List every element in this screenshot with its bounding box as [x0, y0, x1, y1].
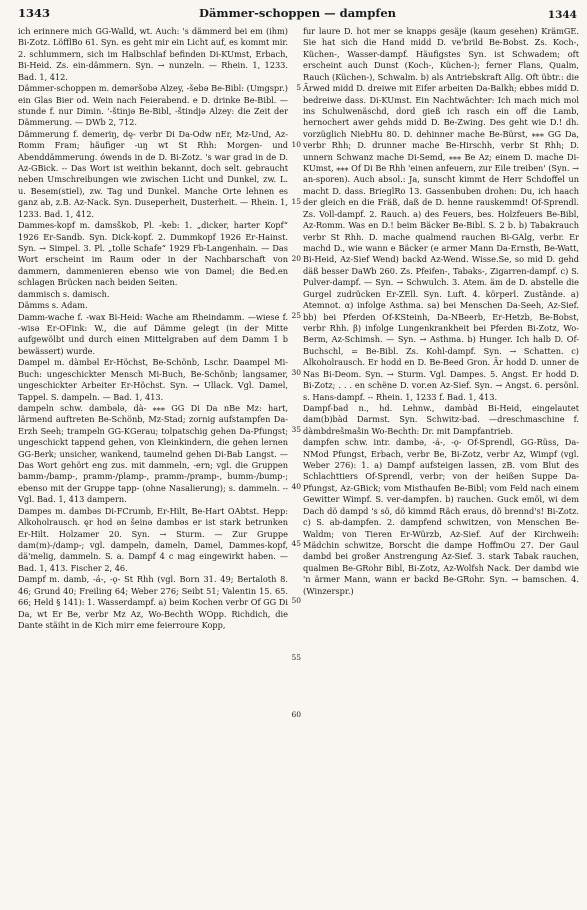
- dictionary-entry: Dammes-kopf m. damsškob, Pl. -keb: 1. „dicker, harter Kopf“ 1926 Er-Sandb. Syn. Dick-kopf. 2. Dummkopf 1926 Er-Hainst. Syn. → Simpel. 3. Pl. „tolle Schafe“ 1929 Fb-Langenhain. — Das Wort erscheint im Raum oder in der Nachbarschaft von dammern, dammenieren ebenso wie von Damel; die Bed.en schlagen Brücken nach beiden Seiten.: [18, 220, 288, 288]
- line-number: 40: [291, 482, 301, 491]
- dictionary-entry: Dampf m. damb, -á-, -ǫ- St Rhh (vgl. Born 31. 49; Bertaloth 8. 46; Grund 40; Freiling 64; Weber 276; Seibt 51; Valentin 15. 65. 66; Held § 141): 1. Wasserdampf. a) beim Kochen verbr Of GG Di Da, wt Er Be, verbr Mz Az, Wo-Bechth WOpp. Richdich, die Dante stäiht in de Kich mirr eme feierroure Kopp,: [18, 574, 288, 630]
- dictionary-entry: dampfen schw. intr. dambə, -á-, -ǫ- Of-Sprendl, GG-Rüss, Da-NMod Pfungst, Erbach, verbr Be, Bi-Zotz, verbr Az, Wimpf (vgl. Weber 276): 1. a) Dampf aufsteigen lassen, zB. vom Blut des Schlachttiers Of-Sprendl, verbr; von der heißen Suppe Da-Pfungst, Az-GBick; vom Misthaufen Be-Bibl; vom Feld nach einem Gewitter Wimpf. S. ver-dampfen. b) rauchen. Guck emöl, wi dem Dach dö dampd 's sö, dö kimmd Räch eraus, dö brennd's! Bi-Zotz. c) S. ab-dampfen. 2. dampfend schwitzen, von Menschen Be-Waldm; von Tieren Er-Würzb, Az-Sief. Auf der Kirchweih: Mädchin schwitze, Borscht die dampe HoffmOu 27. Der Gaul dambd bei großer Anstrengung Az-Sief. 3. stark Tabak rauchen, qualmen Be-GRohr Bibl, Bi-Zotz, Az-Wolfsh Nack. Der dambd wie 'n ärmer Mann, wann er backd Be-GRohr. Syn. → bamschen. 4. (Winzerspr.): [303, 437, 579, 596]
- right-column: [303, 26, 579, 902]
- dictionary-entry: ich erinnere mich GG-Walld, wt. Auch: 's dämmerd bei em (ihm) Bi-Zotz. LöfflBo 61. Syn. es geht mir ein Licht auf, es kommt mir. 2. schlummern, sich im Halbschlaf befinden Di-KUmst, Erbach, Bi-Heid. Zs. ein-dämmern. Syn. → nunzeln. — Rhein. 1, 1233. Bad. 1, 412.: [18, 26, 288, 82]
- dictionary-entry: dammisch s. damisch.: [18, 288, 110, 299]
- line-number: 60: [291, 710, 301, 719]
- line-number: 10: [291, 140, 301, 149]
- line-number: 55: [291, 653, 301, 662]
- line-number: 25: [291, 311, 301, 320]
- dictionary-entry: dampeln schw. dambələ, dà- ⁎⁎⁎ GG Di Da nBe Mz: hart, lärmend auftreten Be-Schönb, Mz-Stad; zornig aufstampfen Da-Erzh Seeh; trampeln GG-KGerau; tolpatschig gehen Da-Pfungst; ungeschickt tappend gehen, von Kleinkindern, die gehen lernen GG-Berk; unsicher, wankend, taumelnd gehen Di-Bab Langst. — Das Wort gehört eng zus. mit dammeln, -ern; vgl. die Gruppen bamm-/bamp-, pramm-/plamp-, pramm-/pramp-, bumm-/bump-; ebenso mit der Gruppe tapp- (ohne Nasalierung); s. dammeln. -- Vgl. Bad. 1, 413 dampern.: [18, 402, 288, 505]
- line-number: 30: [291, 368, 301, 377]
- line-number: 20: [291, 254, 301, 263]
- line-number: 45: [291, 539, 301, 548]
- dictionary-entry: Dämmerung f. demeriŋ, dę- verbr Di Da-Odw nEr, Mz-Und, Az-Romm Fram; häufiger -uŋ wt St Rhh: Morgen- und Abenddämmerung. ówends in de D. Bi-Zotz. 's war grad in de D. Az-GBick. -- Das Wort ist weithin bekannt, doch selt. gebraucht neben Umschreibungen wie zwischen Licht und Dunkel, zw. L. u. Besem(stiel), zw. Tag und Dunkel. Manche Orte lehnen es ganz ab, z.B. Az-Nack. Syn. Duseperheit, Dusterheit. — Rhein. 1, 1233. Bad. 1, 412.: [18, 128, 288, 219]
- line-number-gutter: [289, 26, 303, 902]
- dictionary-entry: Damm-wache f. -wax Bi-Heid: Wache am Rheindamm. —wiese f. -wisə Er-OFink: W., die auf Dämme gelegt (in der Mitte aufgewölbt und durch einen Mittelgraben auf dem Damm 1 b bewässert) wurde.: [18, 311, 288, 356]
- dictionary-entry: Dampes m. dambəs Di-FCrumb, Er-Hilt, Be-Hart OAbtst. Hepp: Alkoholrausch. ęr hod ən šeinə dambəs er ist stark betrunken Er-Hilt. Holzamer 20. Syn. → Sturm. — Zur Gruppe dam(m)-/damp-; vgl. dampeln, dameln, Damel, Dammes-kopf, dä'melig, dammeln. S. a. Dampf 4 c mag eingewirkt haben. — Bad. 1, 413. Fischer 2, 46.: [18, 505, 288, 573]
- page-number-left: 1343: [18, 6, 51, 20]
- page-number-right: 1344: [547, 9, 577, 21]
- line-number: 50: [291, 596, 301, 605]
- line-number: 15: [291, 197, 301, 206]
- line-number: 35: [291, 425, 301, 434]
- left-column: [18, 26, 288, 902]
- page-header: [18, 6, 577, 24]
- running-title: Dämmer-schoppen — dampfen: [198, 6, 396, 20]
- dictionary-entry: Dampel m. dàmbəl Er-Höchst, Be-Schönb, Lschr. Daampel Mi-Buch: ungeschickter Mensch Mi-Buch, Be-Schönb; langsamer, ungeschickter Arbeiter Er-Höchst. Syn. → Ullack. Vgl. Damel, Tappel. S. dampeln. — Bad. 1, 413.: [18, 357, 288, 402]
- dictionary-entry: Dampf-bad n., hd. Lehnw., dambàd Bi-Heid, eingelautet dam(b)bàd Darmst. Syn. Schwitz-bad. —dreschmaschine f. dàmbdrešmašin Wo-Bechth: Dr. mit Dampfantrieb.: [303, 402, 579, 436]
- dictionary-entry: Dämms s. Adam.: [18, 300, 88, 311]
- line-number: 5: [296, 83, 301, 92]
- dictionary-entry: fur laure D. hot mer se knapps gesäje (kaum gesehen) KrämGE. Sie hat sich die Hand midd D. ve'brild Be-Bobst. Zs. Koch-, Küchen-, Wasser-dampf. Häufigstes Syn. ist Schwadem; oft erscheint auch Dunst (Koch-, Küchen-); ferner Flans, Qualm, Rauch (Küchen-), Schwalm. b) als Antriebskraft Allg. Oft übtr.: die Ärwed midd D. dreiwe mit Eifer arbeiten Da-Balkh; ebbes midd D. bedreiwe dass. Di-KUmst. Ein Nachtwächter: Ich mach mich mol ins Schulwenäschd, dord gieß ich rasch ein off die Lamb, hernochert awer gehds midd D. Be-Zwing. Des geht wie D.! dh. vorzüglich NiebHu 80. D. dehinner mache Be-Bürst, ⁎⁎⁎ GG Da, verbr Rhh; D. drunner mache Be-Hirschh, verbr St Rhh; D. unnern Schwanz mache Di-Semd, ⁎⁎⁎ Be Az; einem D. mache Di-KUmst, ⁎⁎⁎ Of Di Be Rhh 'einen anfeuern, zur Eile treiben' (Syn. → an-sporen). Auch absol.: Ja, sunscht kimmt de Herr Schdoffel un macht D. dass. BrieglRo 13. Gassenbuben drohen: Du, ich haach der gleich en die Fräß, daß de D. henne rauskemmd! Of-Sprendl. Zs. Voll-dampf. 2. Rauch. a) des Feuers, bes. Holzfeuers Be-Bibl, Az-Romm. Was en D.! beim Bäcker Be-Bibl. S. 2 b. b) Tabakrauch verbr St Rhh. D. mache qualmend rauchen Bi-GAlg, verbr. Er machd D., wie wann e Bäcker (e armer Mann Da-Ernsth, Be-Watt, Bi-Heid, Az-Sief Wend) backd Az-Wend. Wisse.Se, so mid D. gehd däß besser DaWb 260. Zs. Pfeifen-, Tabaks-, Zigarren-dampf. c) S. Pulver-dampf. — Syn. → Schwulch. 3. Atem. äm de D. abstelle die Gurgel zudrücken Er-ZEll. Syn. Luft. 4. körperl. Zustände. a) Atemnot. α) infolge Asthma. sa) bei Menschen Da-Seeh, Az-Sief. bb) bei Pferden Of-KSteinh, Da-NBeerb, Er-Hetzb, Be-Bobst, verbr Rhh. β) infolge Lungenkrankheit bei Pferden Bi-Zotz, Wo-Berm, Az-Schimsh. — Syn. → Asthma. b) Hunger. Ich halb D. Of-Buchschl, = Be-Bibl. Zs. Kohl-dampf. Syn. → Schatten. c) Alkoholrausch. Er hodd en D. Be-Beed Gron. Är hodd D. unner de Nas Bi-Deom. Syn. → Sturm. Vgl. Dampes. 5. Angst. Er hodd D. Bi-Zotz; . . . en schëne D. vor.en Az-Sief. Syn. → Angst. 6. persönl. s. Hans-dampf. -- Rhein. 1, 1233 f. Bad. 1, 413.: [303, 26, 579, 402]
- dictionary-entry: Dämmer-schoppen m. deməršobə Alzey, -šebə Be-Bibl: (Umgspr.) ein Glas Bier od. Wein nach Feierabend. e D. drinke Be-Bibl. —stunde f. nur Dimin. '-štinjə Be-Bibl, -štindjə Alzey: die Zeit der Dämmerung. — DWb 2, 712.: [18, 83, 288, 128]
